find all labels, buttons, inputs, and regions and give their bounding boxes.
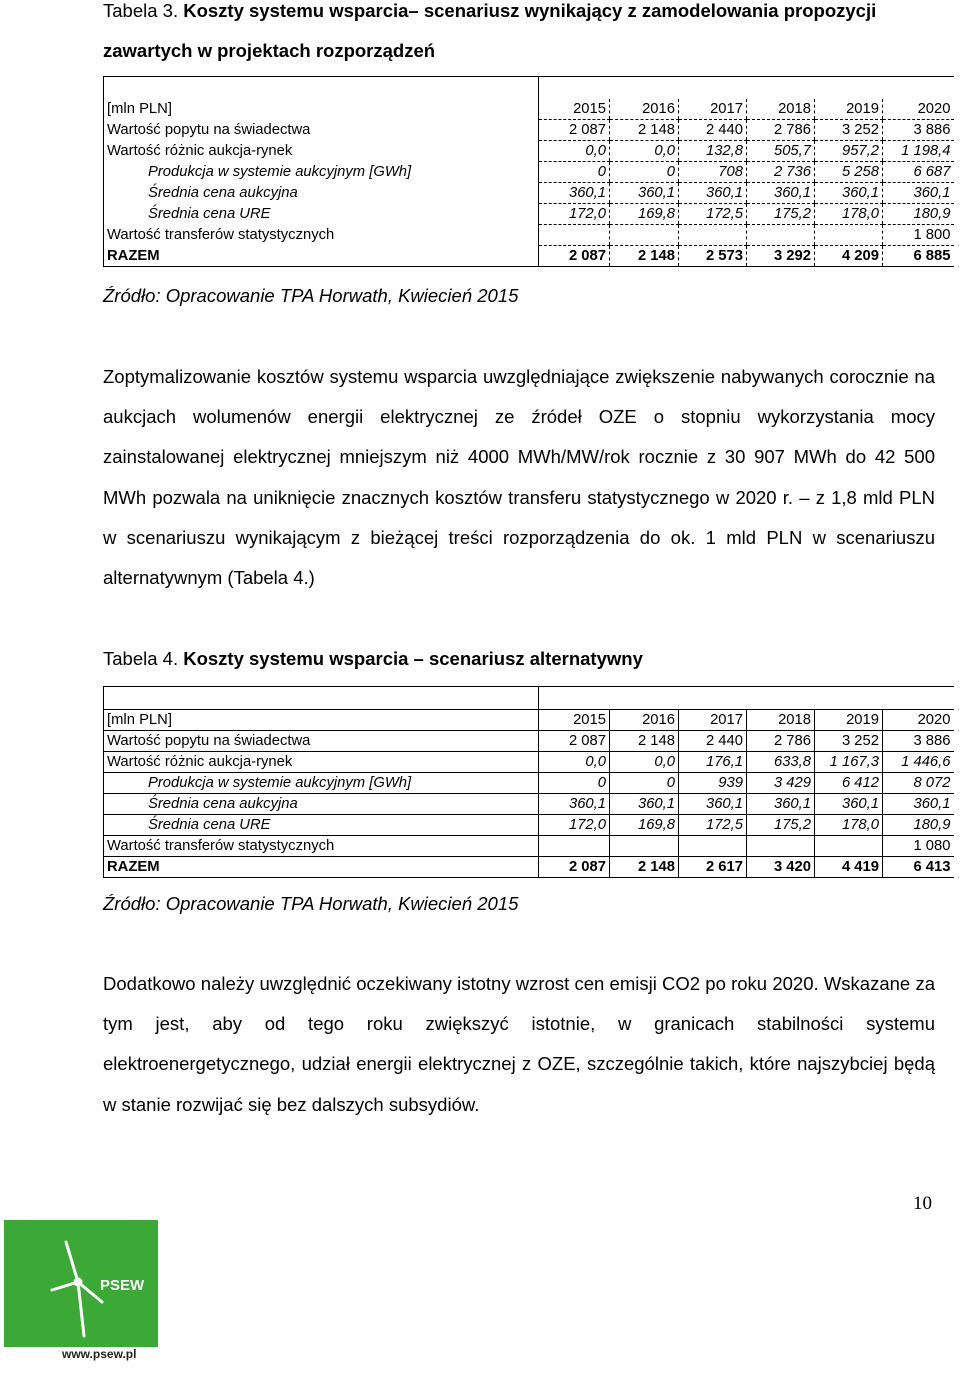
table3-cell: 360,1	[815, 183, 883, 204]
psew-logo	[4, 1220, 158, 1347]
table4-header-cell: 2016	[610, 710, 679, 731]
table4-cell: 6 413	[883, 857, 954, 878]
table4-cell	[747, 836, 815, 857]
table3-cell: 2 087	[539, 246, 610, 267]
table4-cell: 176,1	[679, 752, 747, 773]
table4-cell: 633,8	[747, 752, 815, 773]
table3-row-label: Wartość popytu na świadectwa	[104, 120, 539, 141]
table4-row	[104, 773, 954, 794]
table3-row-label: Produkcja w systemie aukcyjnym [GWh]	[104, 162, 539, 183]
table4-cell: 2 087	[539, 857, 610, 878]
table3-cell: 6 885	[883, 246, 954, 267]
table3-caption	[103, 0, 943, 71]
table3-body	[104, 77, 954, 267]
table4-row-label: Wartość popytu na świadectwa	[104, 731, 539, 752]
table3-header-cell: 2017	[679, 99, 747, 120]
wind-turbine-icon	[4, 1220, 158, 1347]
table4-cell: 360,1	[679, 794, 747, 815]
table3-cell: 360,1	[539, 183, 610, 204]
table4-row-label: Produkcja w systemie aukcyjnym [GWh]	[104, 773, 539, 794]
table3-header-cell: [mln PLN]	[104, 99, 539, 120]
table3-cell	[539, 225, 610, 246]
table4-cell: 1 080	[883, 836, 954, 857]
table4-row-label: Średnia cena URE	[104, 815, 539, 836]
table3-header-row	[104, 99, 954, 120]
table3-blank-row	[104, 77, 954, 100]
table4-caption-title: Koszty systemu wsparcia – scenariusz alternatywny	[183, 648, 643, 669]
table3-header-cell: 2015	[539, 99, 610, 120]
table3-cell: 1 800	[883, 225, 954, 246]
table3-cell: 2 087	[539, 120, 610, 141]
table3-row-label: Średnia cena URE	[104, 204, 539, 225]
table4-cell: 2 087	[539, 731, 610, 752]
table3-cell: 360,1	[747, 183, 815, 204]
table3-cell: 5 258	[815, 162, 883, 183]
table4-cell: 0,0	[539, 752, 610, 773]
table3-cell: 2 148	[610, 120, 679, 141]
table3-row	[104, 120, 954, 141]
psew-brand-text: PSEW	[100, 1277, 145, 1294]
table4-cell: 180,9	[883, 815, 954, 836]
table3-cell: 0	[610, 162, 679, 183]
table4-cell: 2 440	[679, 731, 747, 752]
table4-header-cell: 2015	[539, 710, 610, 731]
table3-cell	[815, 225, 883, 246]
table3-cell: 957,2	[815, 141, 883, 162]
table3-cell	[747, 225, 815, 246]
table4-cell: 2 786	[747, 731, 815, 752]
table3-cell: 172,5	[679, 204, 747, 225]
table4-cell: 360,1	[883, 794, 954, 815]
table3-row-label: Średnia cena aukcyjna	[104, 183, 539, 204]
table3-cell: 172,0	[539, 204, 610, 225]
table4-blank-row	[104, 687, 954, 710]
table3-cell: 0	[539, 162, 610, 183]
table4-cell: 4 419	[815, 857, 883, 878]
table3-row	[104, 183, 954, 204]
table4-cell: 0	[539, 773, 610, 794]
table3-cell	[679, 225, 747, 246]
table3-cell	[610, 225, 679, 246]
table4-source: Źródło: Opracowanie TPA Horwath, Kwiecień 2015	[103, 893, 519, 914]
table4-cell: 178,0	[815, 815, 883, 836]
table3-row	[104, 225, 954, 246]
table4-row-label: Wartość transferów statystycznych	[104, 836, 539, 857]
table4-cell: 360,1	[610, 794, 679, 815]
table4-cell: 2 148	[610, 731, 679, 752]
table3	[103, 76, 954, 267]
table3-cell: 175,2	[747, 204, 815, 225]
table4-header-cell: [mln PLN]	[104, 710, 539, 731]
table4-caption	[103, 639, 943, 679]
table4-cell: 360,1	[747, 794, 815, 815]
table4-cell: 360,1	[815, 794, 883, 815]
table4-cell: 1 167,3	[815, 752, 883, 773]
table3-cell: 178,0	[815, 204, 883, 225]
table4-cell: 3 420	[747, 857, 815, 878]
table4-row	[104, 752, 954, 773]
table3-cell: 2 440	[679, 120, 747, 141]
table4-cell	[610, 836, 679, 857]
table4-cell: 3 429	[747, 773, 815, 794]
table4-cell: 2 617	[679, 857, 747, 878]
table4-cell: 2 148	[610, 857, 679, 878]
table3-row	[104, 204, 954, 225]
table3-caption-title: Koszty systemu wsparcia– scenariusz wynikający z zamodelowania propozycji zawartych w projektach rozporządzeń	[103, 0, 877, 61]
table4-cell: 0,0	[610, 752, 679, 773]
table3-row	[104, 246, 954, 267]
table3-cell: 132,8	[679, 141, 747, 162]
table3-cell: 3 292	[747, 246, 815, 267]
table3-row	[104, 141, 954, 162]
table3-cell: 2 786	[747, 120, 815, 141]
page-number: 10	[913, 1193, 932, 1214]
table3-cell: 360,1	[679, 183, 747, 204]
table4-header-cell: 2019	[815, 710, 883, 731]
table4-cell: 6 412	[815, 773, 883, 794]
table4-row-label: Średnia cena aukcyjna	[104, 794, 539, 815]
table4-header-row	[104, 710, 954, 731]
table3-cell: 2 148	[610, 246, 679, 267]
table4-row-label: Wartość różnic aukcja-rynek	[104, 752, 539, 773]
table3-cell: 360,1	[610, 183, 679, 204]
table4-cell	[679, 836, 747, 857]
table3-row	[104, 162, 954, 183]
table4-body	[104, 687, 954, 878]
table4-row-label: RAZEM	[104, 857, 539, 878]
table3-row-label: RAZEM	[104, 246, 539, 267]
table3-cell: 1 198,4	[883, 141, 954, 162]
psew-url: www.psew.pl	[62, 1347, 137, 1361]
table3-cell: 360,1	[883, 183, 954, 204]
table3-row-label: Wartość transferów statystycznych	[104, 225, 539, 246]
table4-row	[104, 731, 954, 752]
table4-row	[104, 794, 954, 815]
table4-cell: 172,0	[539, 815, 610, 836]
table3-cell: 2 573	[679, 246, 747, 267]
table3-cell: 180,9	[883, 204, 954, 225]
table4-cell: 3 252	[815, 731, 883, 752]
table3-cell: 505,7	[747, 141, 815, 162]
table4-header-cell: 2018	[747, 710, 815, 731]
table4-row	[104, 815, 954, 836]
table3-cell: 4 209	[815, 246, 883, 267]
table3-header-cell: 2019	[815, 99, 883, 120]
table3-cell: 3 252	[815, 120, 883, 141]
table3-source: Źródło: Opracowanie TPA Horwath, Kwiecień 2015	[103, 285, 519, 306]
table3-header-cell: 2020	[883, 99, 954, 120]
table4-row	[104, 836, 954, 857]
table4-cell: 175,2	[747, 815, 815, 836]
table4	[103, 686, 954, 878]
table4-caption-prefix: Tabela 4.	[103, 648, 184, 669]
table3-header-cell: 2018	[747, 99, 815, 120]
table3-cell: 0,0	[539, 141, 610, 162]
table4-cell: 3 886	[883, 731, 954, 752]
table3-header-cell: 2016	[610, 99, 679, 120]
table4-cell: 0	[610, 773, 679, 794]
table4-cell: 1 446,6	[883, 752, 954, 773]
table4-header-cell: 2020	[883, 710, 954, 731]
table3-cell: 169,8	[610, 204, 679, 225]
table4-cell: 8 072	[883, 773, 954, 794]
table4-cell: 172,5	[679, 815, 747, 836]
table3-cell: 3 886	[883, 120, 954, 141]
table4-cell: 360,1	[539, 794, 610, 815]
table3-caption-prefix: Tabela 3.	[103, 0, 184, 21]
table4-row	[104, 857, 954, 878]
table4-cell	[815, 836, 883, 857]
paragraph-cost-optimization: Zoptymalizowanie kosztów systemu wsparcia uwzględniające zwiększenie nabywanych corocznie na aukcjach wolumenów energii elektrycznej ze źródeł OZE o stopniu wykorzystania mocy zainstalowanej elektrycznej mniejszym niż 4000 MWh/MW/rok rocznie z 30 907 MWh do 42 500 MWh pozwala na uniknięcie znacznych kosztów transferu statystycznego w 2020 r. – z 1,8 mld PLN w scenariuszu wynikającym z bieżącej treści rozporządzenia do ok. 1 mld PLN w scenariuszu alternatywnym (Tabela 4.)	[103, 366, 935, 589]
table4-cell: 939	[679, 773, 747, 794]
table3-row-label: Wartość różnic aukcja-rynek	[104, 141, 539, 162]
table3-cell: 708	[679, 162, 747, 183]
table3-cell: 0,0	[610, 141, 679, 162]
table4-cell: 169,8	[610, 815, 679, 836]
table3-cell: 6 687	[883, 162, 954, 183]
paragraph-co2-outlook: Dodatkowo należy uwzględnić oczekiwany istotny wzrost cen emisji CO2 po roku 2020. Wskazane za tym jest, aby od tego roku zwiększyć istotnie, w granicach stabilności systemu elektroenergetycznego, udział energii elektrycznej z OZE, szczególnie takich, które najszybciej będą w stanie rozwijać się bez dalszych subsydiów.	[103, 973, 935, 1115]
table4-header-cell: 2017	[679, 710, 747, 731]
table3-cell: 2 736	[747, 162, 815, 183]
table4-cell	[539, 836, 610, 857]
